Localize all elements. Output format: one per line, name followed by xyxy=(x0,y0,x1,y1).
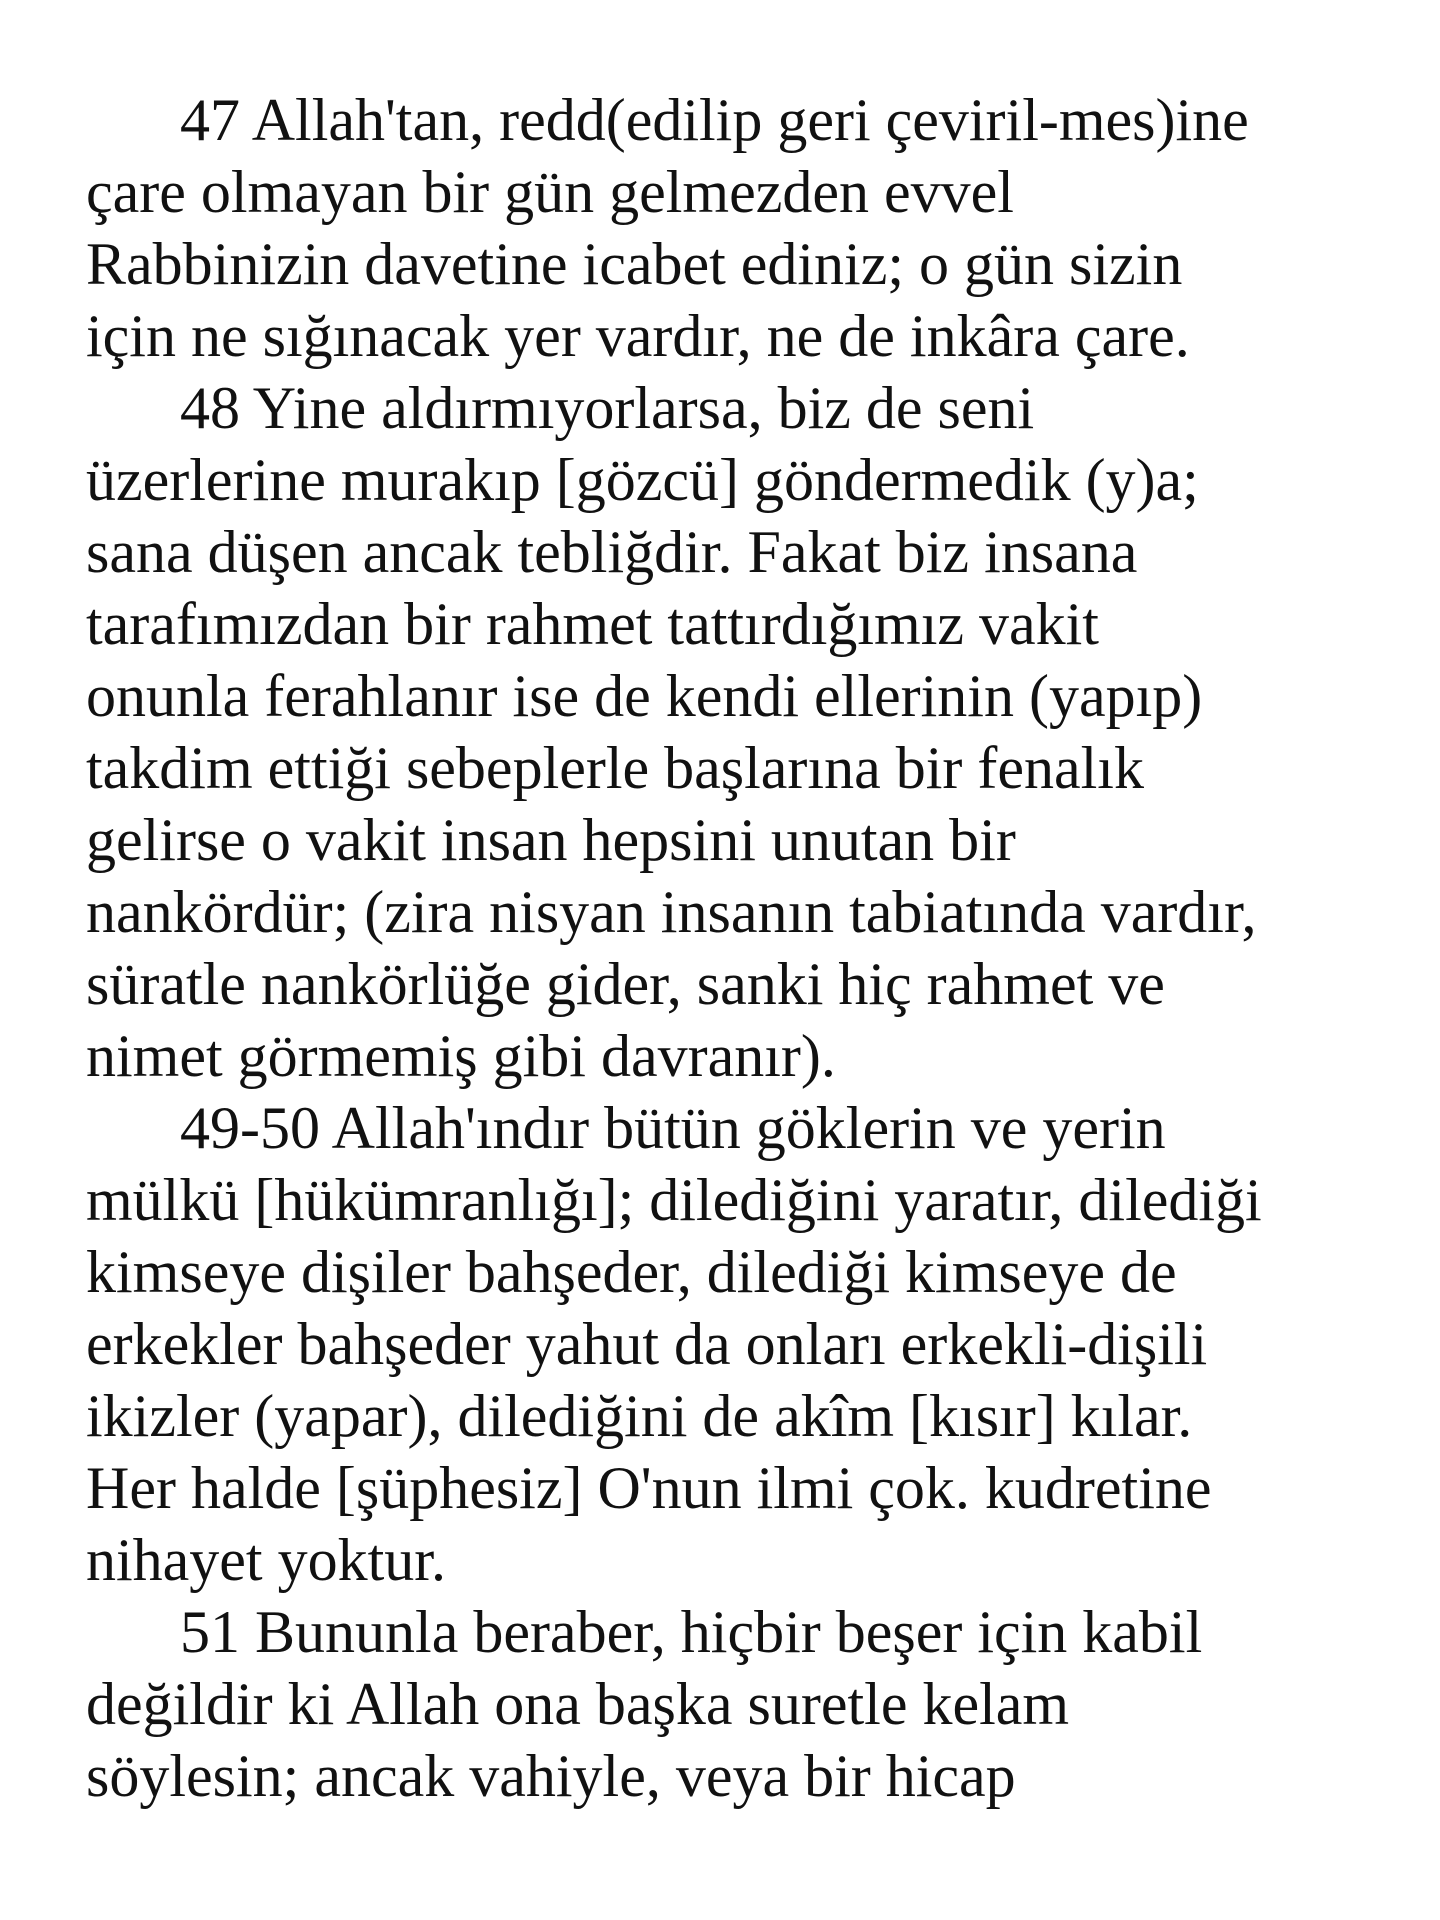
text-line: erkekler bahşeder yahut da onları erkekli-dişili xyxy=(86,1311,1208,1377)
text-line: ikizler (yapar), dilediğini de akîm [kısır] kılar. xyxy=(86,1383,1193,1449)
text-line: söylesin; ancak vahiyle, veya bir hicap xyxy=(86,1743,1016,1809)
text-line: üzerlerine murakıp [gözcü] göndermedik (y)a; xyxy=(86,447,1199,513)
text-line: Rabbinizin davetine icabet ediniz; o gün sizin xyxy=(86,231,1183,297)
text-line: süratle nankörlüğe gider, sanki hiç rahmet ve xyxy=(86,951,1165,1017)
document-page xyxy=(86,84,1406,1812)
text-line: 49-50 Allah'ındır bütün göklerin ve yerin xyxy=(180,1095,1166,1161)
text-line: nihayet yoktur. xyxy=(86,1527,446,1593)
text-line: gelirse o vakit insan hepsini unutan bir xyxy=(86,807,1016,873)
text-line: kimseye dişiler bahşeder, dilediği kimseye de xyxy=(86,1239,1177,1305)
text-line: Her halde [şüphesiz] O'nun ilmi çok. kudretine xyxy=(86,1455,1212,1521)
text-line: 47 Allah'tan, redd(edilip geri çeviril-mes)ine xyxy=(180,87,1249,153)
text-line: için ne sığınacak yer vardır, ne de inkâra çare. xyxy=(86,303,1190,369)
text-line: tarafımızdan bir rahmet tattırdığımız vakit xyxy=(86,591,1099,657)
text-line: değildir ki Allah ona başka suretle kelam xyxy=(86,1671,1070,1737)
text-line: çare olmayan bir gün gelmezden evvel xyxy=(86,159,1014,225)
text-line: onunla ferahlanır ise de kendi ellerinin (yapıp) xyxy=(86,663,1203,729)
text-line: sana düşen ancak tebliğdir. Fakat biz insana xyxy=(86,519,1138,585)
text-line: nimet görmemiş gibi davranır). xyxy=(86,1023,836,1089)
text-line: 48 Yine aldırmıyorlarsa, biz de seni xyxy=(180,375,1035,441)
text-line: mülkü [hükümranlığı]; dilediğini yaratır, dilediği xyxy=(86,1167,1262,1233)
text-line: takdim ettiği sebeplerle başlarına bir fenalık xyxy=(86,735,1144,801)
text-line: nankördür; (zira nisyan insanın tabiatında vardır, xyxy=(86,879,1257,945)
text-line: 51 Bununla beraber, hiçbir beşer için kabil xyxy=(180,1599,1203,1665)
